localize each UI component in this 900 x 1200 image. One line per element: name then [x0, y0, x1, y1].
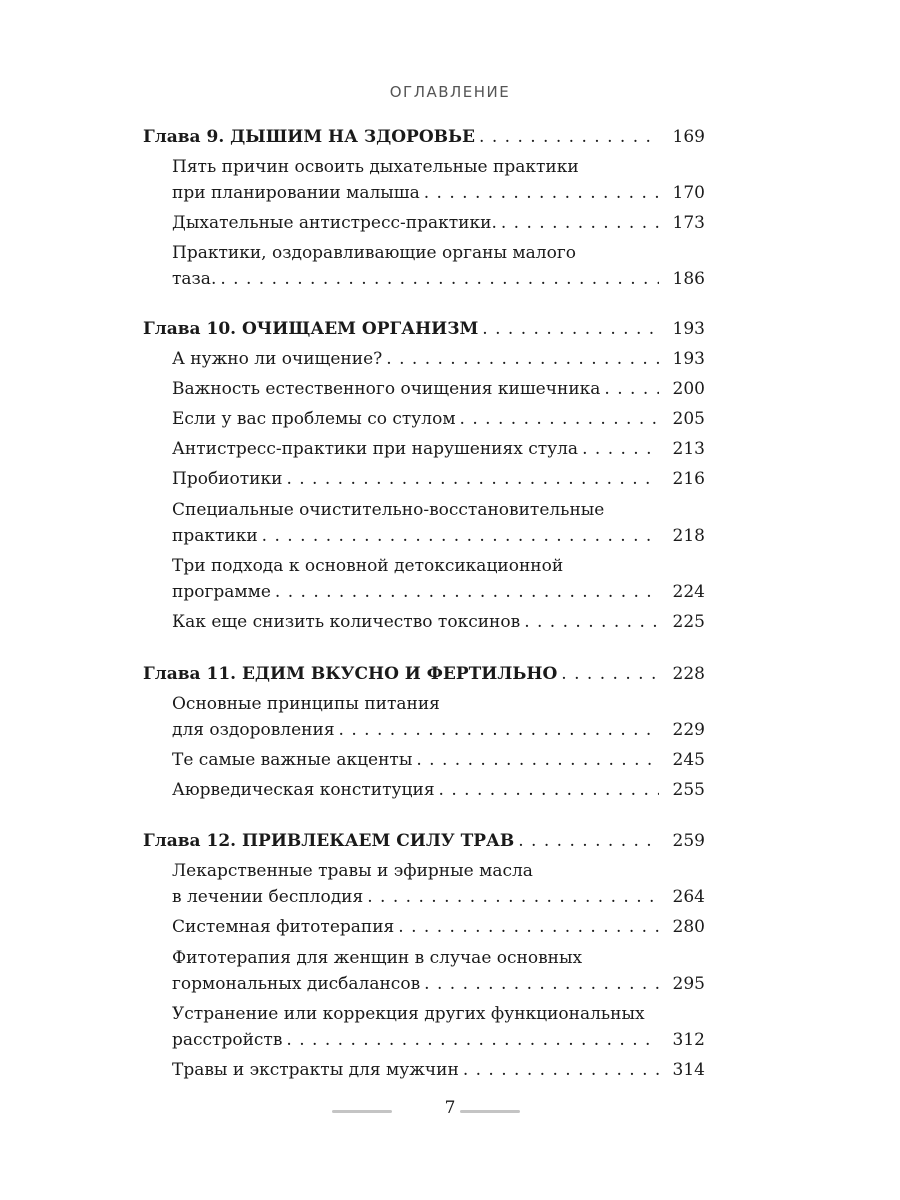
page-number: 169: [672, 127, 705, 147]
page-number: 225: [672, 612, 705, 632]
leader-dots: [262, 523, 659, 549]
section-entry[interactable]: [172, 884, 705, 910]
page-number: 205: [672, 409, 705, 429]
page-number: 224: [672, 582, 705, 602]
section-entry[interactable]: [172, 523, 705, 549]
leader-dots: [501, 210, 659, 236]
leader-dots: [386, 346, 659, 372]
page-number: 193: [672, 349, 705, 369]
page-number: 280: [672, 917, 705, 937]
leader-dots: [286, 1027, 659, 1053]
section-line: Пять причин освоить дыхательные практики: [172, 157, 579, 177]
leader-dots: [460, 406, 659, 432]
section-title: Аюрведическая конституция: [172, 780, 435, 800]
section-title: гормональных дисбалансов: [172, 974, 421, 994]
section-title: Травы и экстракты для мужчин: [172, 1060, 459, 1080]
section-title: программе: [172, 582, 271, 602]
section-title: практики: [172, 526, 258, 546]
page-number: 193: [672, 319, 705, 339]
section-title: Если у вас проблемы со стулом: [172, 409, 456, 429]
section-title: Как еще снизить количество токсинов: [172, 612, 521, 632]
section-entry[interactable]: [172, 717, 705, 743]
page-header: ОГЛАВЛЕНИЕ: [389, 83, 511, 101]
section-entry[interactable]: [172, 914, 705, 940]
page-number: 218: [672, 526, 705, 546]
section-line: Устранение или коррекция других функциональных: [172, 1004, 645, 1024]
leader-dots: [463, 1057, 659, 1083]
section-entry[interactable]: [172, 971, 705, 997]
leader-dots: [339, 717, 659, 743]
page-number: 314: [672, 1060, 705, 1080]
section-entry[interactable]: [172, 406, 705, 432]
chapter-12-entry[interactable]: [143, 828, 705, 854]
section-entry[interactable]: [172, 609, 705, 635]
page-number-footer: 7: [444, 1098, 456, 1118]
page-number: 259: [672, 831, 705, 851]
section-entry[interactable]: [172, 777, 705, 803]
section-title: для оздоровления: [172, 720, 335, 740]
leader-dots: [604, 376, 659, 402]
chapter-11-entry[interactable]: [143, 661, 705, 687]
section-line: Три подхода к основной детоксикационной: [172, 556, 564, 576]
leader-dots: [220, 266, 659, 292]
page-number: 255: [672, 780, 705, 800]
chapter-title: Глава 10. ОЧИЩАЕМ ОРГАНИЗМ: [143, 319, 479, 339]
page-number: 173: [672, 213, 705, 233]
section-entry[interactable]: [172, 579, 705, 605]
section-entry[interactable]: [172, 466, 705, 492]
section-entry[interactable]: [172, 180, 705, 206]
section-line: Основные принципы питания: [172, 694, 440, 714]
page-number: 245: [672, 750, 705, 770]
chapter-title: Глава 11. ЕДИМ ВКУСНО И ФЕРТИЛЬНО: [143, 664, 558, 684]
page-number: 216: [672, 469, 705, 489]
section-entry[interactable]: [172, 436, 705, 462]
leader-dots: [482, 316, 659, 342]
section-title: таза.: [172, 269, 217, 289]
page-number: 295: [672, 974, 705, 994]
leader-dots: [439, 777, 659, 803]
page-number: 170: [672, 183, 705, 203]
section-title: при планировании малыша: [172, 183, 420, 203]
section-title: Системная фитотерапия: [172, 917, 395, 937]
section-entry[interactable]: [172, 376, 705, 402]
page-number: 200: [672, 379, 705, 399]
page-number: 229: [672, 720, 705, 740]
leader-dots: [286, 466, 659, 492]
leader-dots: [424, 180, 659, 206]
section-entry[interactable]: [172, 1027, 705, 1053]
section-title: в лечении бесплодия: [172, 887, 364, 907]
section-line: Практики, оздоравливающие органы малого: [172, 243, 576, 263]
section-title: Антистресс-практики при нарушениях стула: [172, 439, 579, 459]
page-footer: [0, 1098, 900, 1122]
decorative-bar-right: [460, 1110, 520, 1113]
section-title: А нужно ли очищение?: [172, 349, 383, 369]
section-title: расстройств: [172, 1030, 283, 1050]
chapter-title: Глава 9. ДЫШИМ НА ЗДОРОВЬЕ: [143, 127, 476, 147]
section-line: Лекарственные травы и эфирные масла: [172, 861, 533, 881]
page-number: 312: [672, 1030, 705, 1050]
page-number: 186: [672, 269, 705, 289]
page-number: 228: [672, 664, 705, 684]
section-entry[interactable]: [172, 747, 705, 773]
leader-dots: [561, 661, 659, 687]
section-line: Специальные очистительно-восстановительные: [172, 500, 605, 520]
section-entry[interactable]: [172, 266, 705, 292]
section-line: Фитотерапия для женщин в случае основных: [172, 948, 583, 968]
chapter-title: Глава 12. ПРИВЛЕКАЕМ СИЛУ ТРАВ: [143, 831, 515, 851]
section-title: Важность естественного очищения кишечника: [172, 379, 601, 399]
leader-dots: [416, 747, 659, 773]
section-entry[interactable]: [172, 210, 705, 236]
leader-dots: [424, 971, 659, 997]
section-title: Дыхательные антистресс-практики.: [172, 213, 497, 233]
leader-dots: [479, 124, 659, 150]
section-title: Те самые важные акценты: [172, 750, 413, 770]
chapter-10-entry[interactable]: [143, 316, 705, 342]
section-title: Пробиотики: [172, 469, 283, 489]
section-entry[interactable]: [172, 1057, 705, 1083]
leader-dots: [398, 914, 659, 940]
page-number: 213: [672, 439, 705, 459]
leader-dots: [275, 579, 659, 605]
leader-dots: [524, 609, 659, 635]
leader-dots: [518, 828, 659, 854]
page-number: 264: [672, 887, 705, 907]
chapter-9-entry[interactable]: [143, 124, 705, 150]
leader-dots: [582, 436, 659, 462]
section-entry[interactable]: [172, 346, 705, 372]
leader-dots: [367, 884, 659, 910]
